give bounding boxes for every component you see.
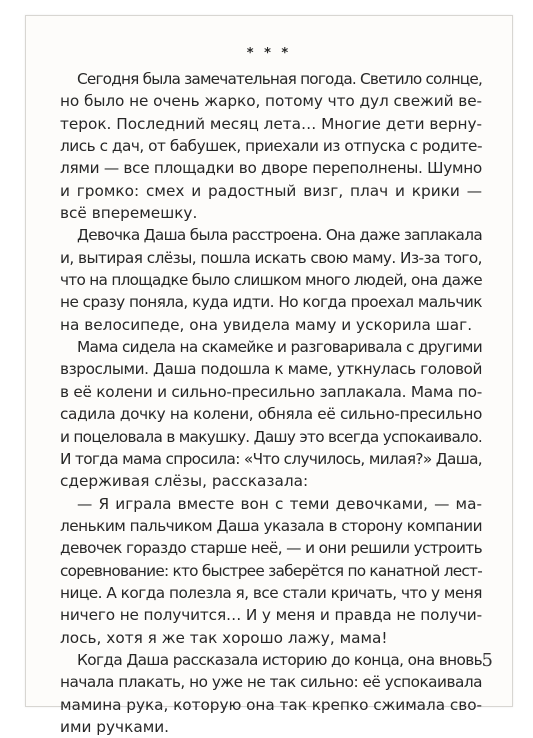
section-separator: * * * bbox=[246, 46, 292, 61]
text-line: Сегодня была замечательная погода. Светило солнце, bbox=[77, 70, 482, 88]
book-page bbox=[25, 15, 513, 736]
text-line: лями — все площадки во дворе переполнены. Шумно bbox=[60, 159, 482, 178]
text-line: мамина рука, которую она так крепко сжимала сво- bbox=[60, 695, 482, 714]
text-line: начала плакать, но уже не так сильно: её успокаивала bbox=[60, 673, 482, 692]
text-line: взрослыми. Даша подошла к маме, уткнулась головой bbox=[60, 360, 482, 379]
body-text bbox=[60, 68, 482, 738]
text-line: что на площадке было слишком много людей, она даже bbox=[60, 271, 482, 290]
text-line: — Я играла вместе вон с теми девочками, — ма- bbox=[77, 494, 482, 513]
text-line: И тогда мама спросила: «Что случилось, милая?» Даша, bbox=[60, 449, 482, 468]
text-line: на велосипеде, она увидела маму и ускорила шаг. bbox=[60, 315, 473, 334]
text-line: Девочка Даша была расстроена. Она даже заплакала bbox=[77, 226, 482, 245]
text-line: и громко: смех и радостный визг, плач и крики — bbox=[60, 181, 482, 200]
text-line: и поцеловала в макушку. Дашу это всегда успокаивало. bbox=[60, 427, 482, 446]
text-line: леньким пальчиком Даша указала в сторону компании bbox=[60, 516, 482, 535]
page-number: 5 bbox=[481, 650, 493, 671]
text-line: Мама сидела на скамейке и разговаривала с другими bbox=[77, 338, 482, 357]
text-line: лись с дач, от бабушек, приехали из отпуска с родите- bbox=[60, 137, 482, 156]
text-line: всё вперемешку. bbox=[60, 204, 198, 223]
text-line: но было не очень жарко, потому что дул свежий ве- bbox=[60, 92, 482, 111]
text-line: нице. А когда полезла я, все стали кричать, что у меня bbox=[60, 583, 482, 602]
text-line: терок. Последний месяц лета… Многие дети верну- bbox=[60, 114, 482, 133]
text-line: Когда Даша рассказала историю до конца, она вновь bbox=[77, 650, 482, 669]
text-line: сдерживая слёзы, рассказала: bbox=[60, 472, 309, 491]
text-line: девочек гораздо старше неё, — и они решили устроить bbox=[60, 539, 482, 558]
text-line: и, вытирая слёзы, пошла искать свою маму. Из-за того, bbox=[60, 248, 482, 267]
text-line: лось, хотя я же так хорошо лажу, мама! bbox=[60, 628, 388, 647]
text-line: садила дочку на колени, обняла её сильно-пресильно bbox=[60, 405, 482, 424]
text-line: ими ручками. bbox=[60, 717, 170, 736]
text-line: не сразу поняла, куда идти. Но когда проехал мальчик bbox=[60, 293, 482, 312]
text-line: соревнование: кто быстрее заберётся по канатной лест- bbox=[60, 561, 482, 580]
text-line: в её колени и сильно-пресильно заплакала. Мама по- bbox=[60, 382, 482, 401]
text-line: ничего не получится… И у меня и правда не получи- bbox=[60, 606, 482, 625]
